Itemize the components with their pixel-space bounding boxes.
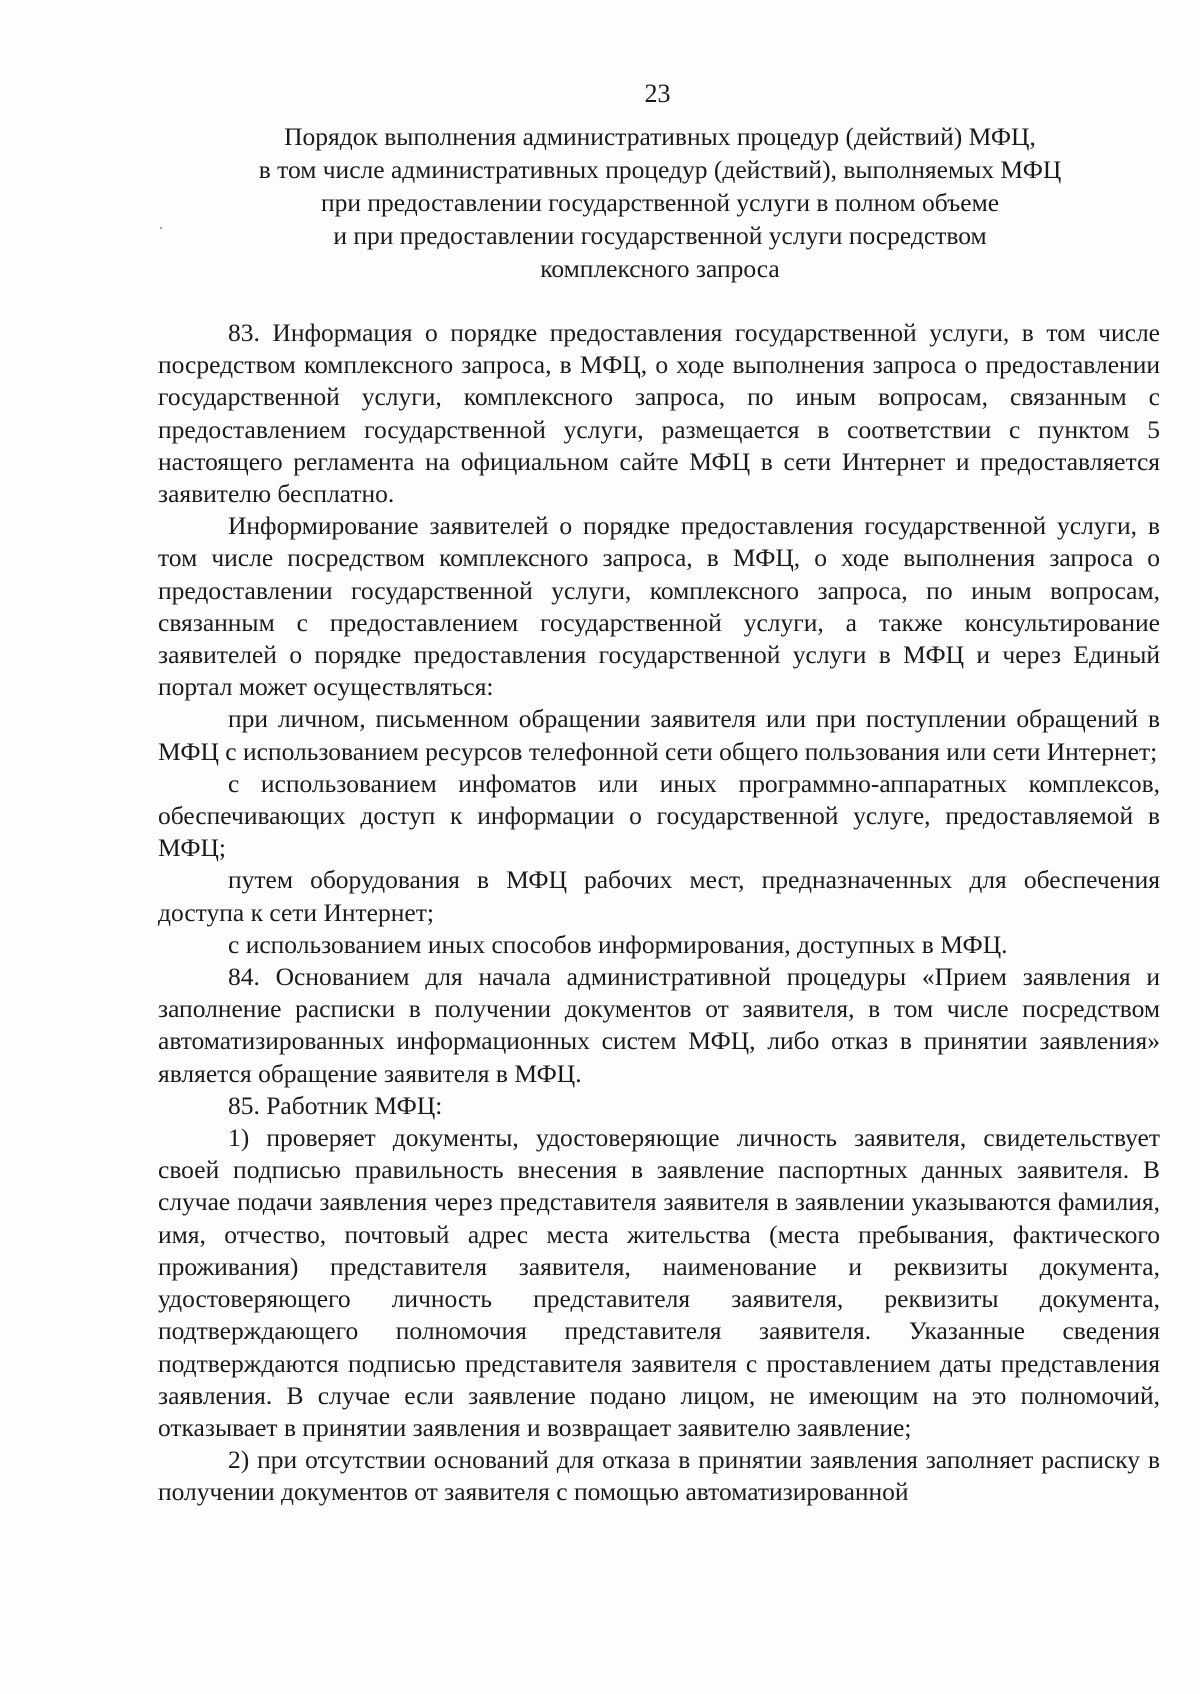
paragraph-83: 83. Информация о порядке предоставления государственной услуги, в том числе посредством комплексного запроса, в МФЦ, о ходе выполнения запроса о предоставлении государственной услуги, комплексного запроса, по иным вопросам, связанным с предоставлением государственной услуги, размещается в соответствии с пунктом 5 настоящего регламента на официальном сайте МФЦ в сети Интернет и предоставляется заявителю бесплатно. — [158, 318, 1160, 509]
paragraph-85-item-1: 1) проверяет документы, удостоверяющие личность заявителя, свидетельствует своей подписью правильность внесения в заявление паспортных данных заявителя. В случае подачи заявления через представителя заявителя в заявлении указываются фамилия, имя, отчество, почтовый адрес места жительства (места пребывания, фактического проживания) представителя заявителя, наименование и реквизиты документа, удостоверяющего личность представителя заявителя, реквизиты документа, подтверждающего полномочия представителя заявителя. Указанные сведения подтверждаются подписью представителя заявителя с проставлением даты представления заявления. В случае если заявление подано лицом, не имеющим на это полномочий, отказывает в принятии заявления и возвращает заявителю заявление; — [158, 1123, 1160, 1442]
heading-line: и при предоставлении государственной услуги посредством — [333, 221, 987, 250]
heading-line: при предоставлении государственной услуги в полном объеме — [320, 188, 1000, 217]
paragraph-85-item-2: 2) при отсутствии оснований для отказа в принятии заявления заполняет расписку в получении документов от заявителя с помощью автоматизированной — [158, 1445, 1160, 1507]
heading-line: в том числе административных процедур (действий), выполняемых МФЦ — [258, 155, 1062, 184]
paragraph-infomats: с использованием инфоматов или иных программно-аппаратных комплексов, обеспечивающих доступ к информации о государственной услуге, предоставляемой в МФЦ; — [158, 768, 1160, 863]
heading-line: комплексного запроса — [540, 254, 780, 283]
paragraph-informing: Информирование заявителей о порядке предоставления государственной услуги, в том числе посредством комплексного запроса, в МФЦ, о ходе выполнения запроса о предоставлении государственной услуги, комплексного запроса, по иным вопросам, связанным с предоставлением государственной услуги, а также консультирование заявителей о порядке предоставления государственной услуги в МФЦ и через Единый портал может осуществляться: — [158, 511, 1160, 702]
page-number: 23 — [644, 79, 671, 108]
heading-line: Порядок выполнения административных процедур (действий) МФЦ, — [284, 122, 1036, 151]
paragraph-personal-appeal: при личном, письменном обращении заявителя или при поступлении обращений в МФЦ с использованием ресурсов телефонной сети общего пользования или сети Интернет; — [158, 704, 1160, 766]
paragraph-other-methods: с использованием иных способов информирования, доступных в МФЦ. — [228, 929, 1008, 959]
paragraph-84: 84. Основанием для начала административной процедуры «Прием заявления и заполнение расписки в получении документов от заявителя, в том числе посредством автоматизированных информационных систем МФЦ, либо отказ в принятии заявления» является обращение заявителя в МФЦ. — [158, 962, 1160, 1088]
paragraph-workplaces: путем оборудования в МФЦ рабочих мест, предназначенных для обеспечения доступа к сети Интернет; — [158, 865, 1160, 927]
paragraph-85: 85. Работник МФЦ: — [228, 1090, 443, 1120]
body-text — [158, 317, 1160, 1509]
section-heading — [160, 120, 1160, 285]
